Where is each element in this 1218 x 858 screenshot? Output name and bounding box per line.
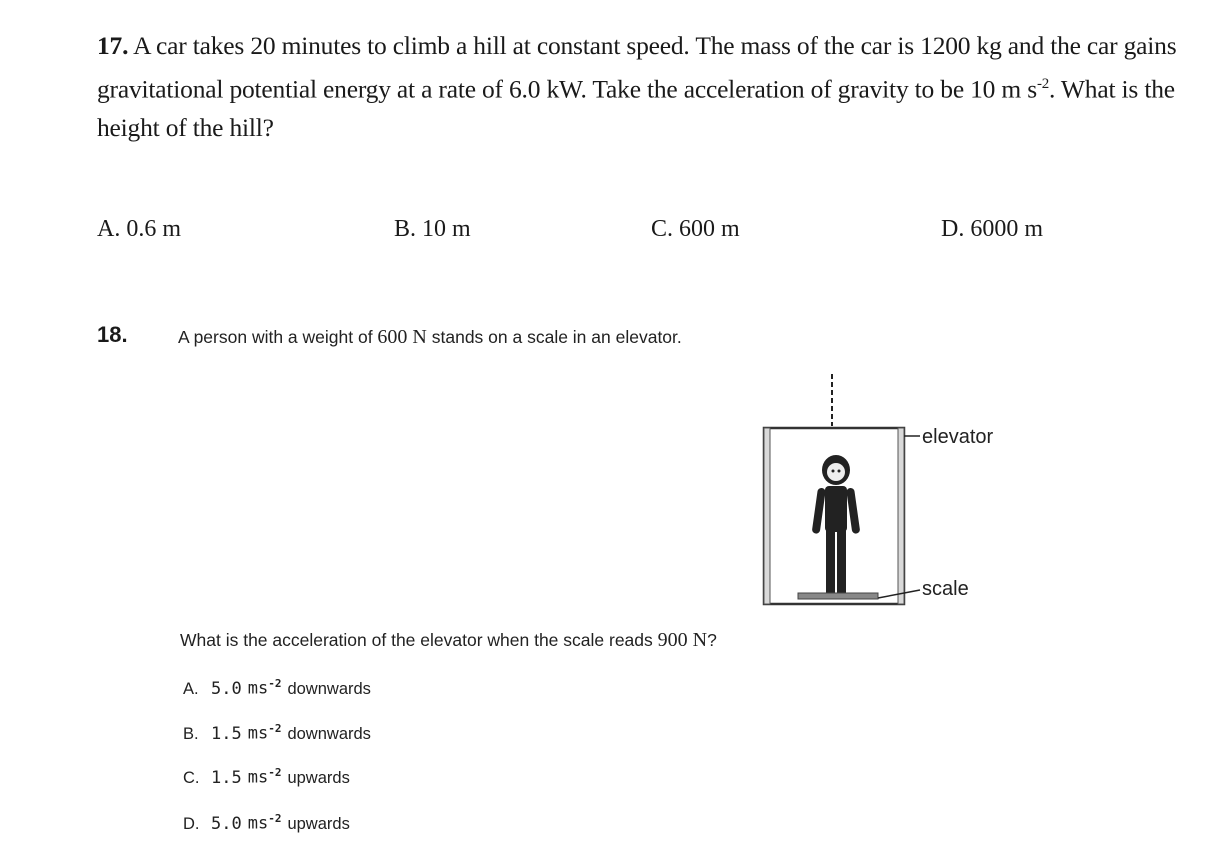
q18-option-letter: A. <box>183 679 199 698</box>
q18-stem-after: stands on a scale in an elevator. <box>426 327 682 347</box>
q18-option-unit: ms <box>247 678 269 699</box>
q17-text <box>97 27 1202 147</box>
q17-stem-end: . What is the height of the hill? <box>97 74 1175 142</box>
q17-stem: A car takes 20 minutes to climb a hill at constant speed. The mass of the car is 1200 kg and the car gains gravitational potential energy at a rate of 6.0 kW. Take the acceleration of gravity to be 10 m s <box>97 31 1177 104</box>
q18-option-d[interactable] <box>183 812 350 834</box>
q18-stem <box>178 326 682 349</box>
q18-option-value: 1.5 <box>211 767 242 788</box>
q18-question-after: ? <box>707 630 717 650</box>
q18-weight-value: 600 N <box>377 326 427 348</box>
q18-question <box>180 629 717 652</box>
q18-option-direction: upwards <box>287 768 350 787</box>
elevator-label: elevator <box>922 426 994 448</box>
q17-option-value: 0.6 m <box>126 216 182 242</box>
q17-option-value: 6000 m <box>970 216 1044 242</box>
q17-option-value: 10 m <box>422 216 471 242</box>
elevator-diagram <box>740 362 1040 622</box>
q17-option-b[interactable] <box>394 212 471 246</box>
q17-option-c[interactable] <box>651 212 740 246</box>
q18-option-value: 5.0 <box>211 678 242 699</box>
q18-option-b[interactable] <box>183 722 371 744</box>
person-figure <box>812 455 861 593</box>
q18-option-unit: ms <box>247 813 269 834</box>
q18-option-value: 5.0 <box>211 813 242 834</box>
q18-option-a[interactable] <box>183 677 371 699</box>
q18-option-direction: downwards <box>287 679 371 698</box>
q18-option-exponent: -2 <box>268 677 282 690</box>
q18-option-exponent: -2 <box>268 766 282 779</box>
q17-number: 17. <box>97 31 129 60</box>
q17-option-letter: B. <box>394 216 417 242</box>
elevator-right-wall <box>898 428 904 604</box>
q17-exponent: -2 <box>1036 76 1050 92</box>
q18-option-value: 1.5 <box>211 723 242 744</box>
q17-option-letter: C. <box>651 216 674 242</box>
q18-option-letter: B. <box>183 724 199 743</box>
q17-option-value: 600 m <box>679 216 740 242</box>
q18-scale-value: 900 N <box>657 629 708 651</box>
q18-option-unit: ms <box>247 767 269 788</box>
q18-option-letter: C. <box>183 768 200 787</box>
q18-option-unit: ms <box>247 723 269 744</box>
scale-label: scale <box>922 578 969 600</box>
q18-option-letter: D. <box>183 814 200 833</box>
q18-option-c[interactable] <box>183 766 350 788</box>
q18-option-exponent: -2 <box>268 812 282 825</box>
q17-option-letter: A. <box>97 216 121 242</box>
q18-stem-before: A person with a weight of <box>178 327 378 347</box>
elevator-left-wall <box>764 428 770 604</box>
q18-number: 18. <box>97 322 128 347</box>
q18-option-exponent: -2 <box>268 722 282 735</box>
q17-option-letter: D. <box>941 216 965 242</box>
q18-question-before: What is the acceleration of the elevator when the scale reads <box>180 630 658 650</box>
q17-option-a[interactable] <box>97 212 181 246</box>
q18-option-direction: upwards <box>287 814 350 833</box>
q18-option-direction: downwards <box>287 724 371 743</box>
q17-option-d[interactable] <box>941 212 1043 246</box>
scale-platform <box>798 593 878 599</box>
